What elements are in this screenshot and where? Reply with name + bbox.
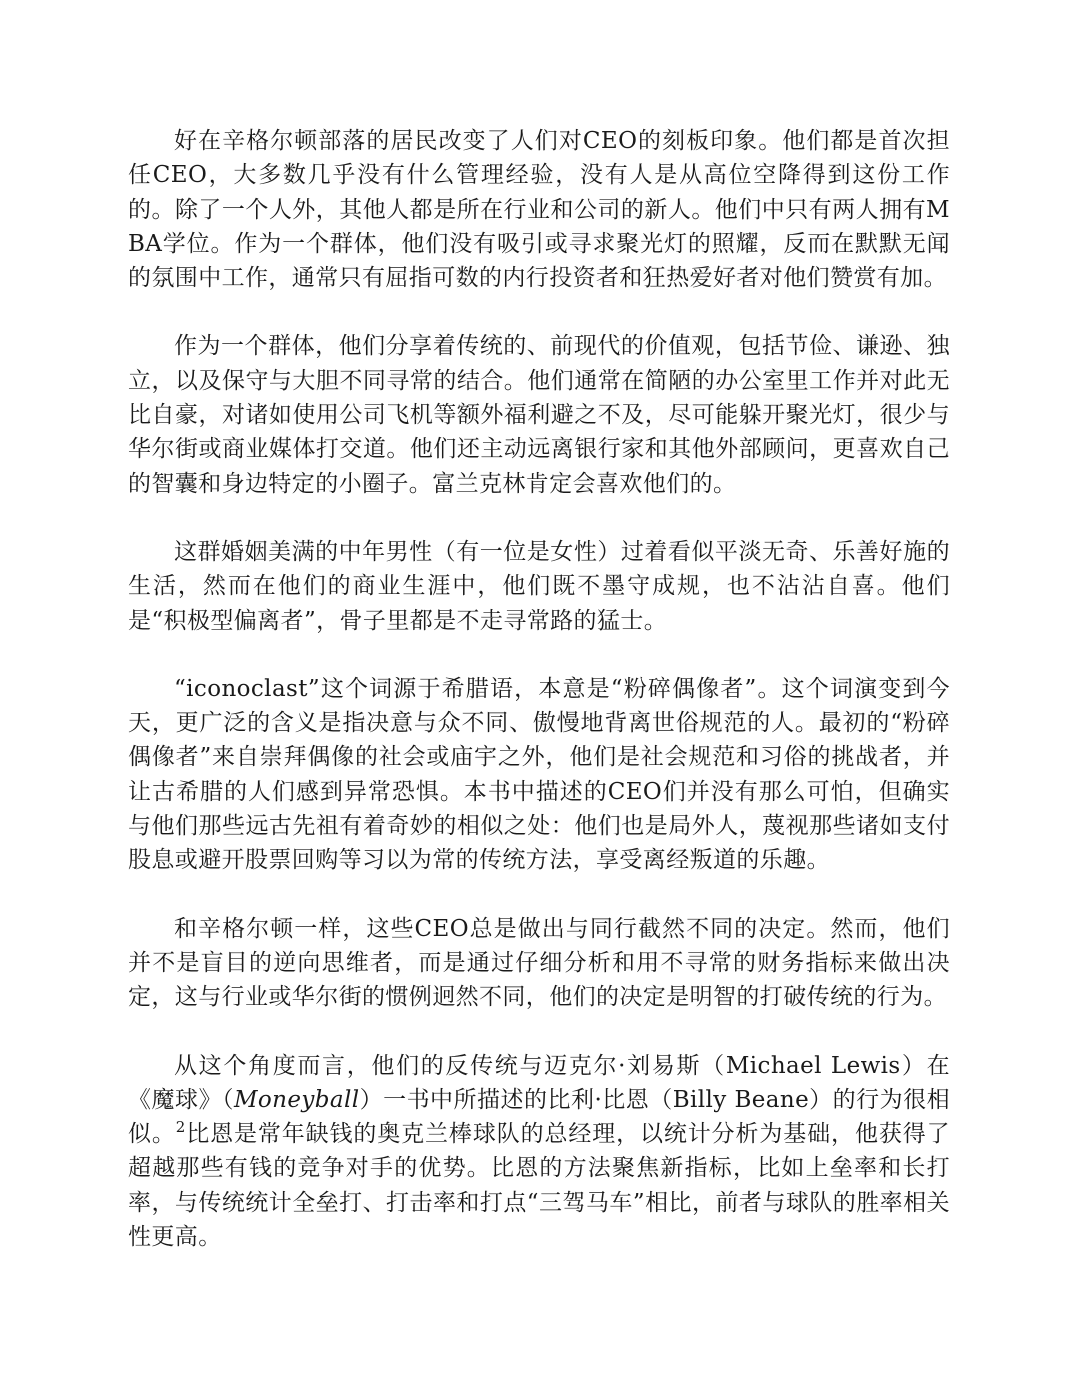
paragraph-5: 和辛格尔顿一样，这些CEO总是做出与同行截然不同的决定。然而，他们并不是盲目的逆向思维者，而是通过仔细分析和用不寻常的财务指标来做出决定，这与行业或华尔街的惯例迥然不同，他们的决定是明智的打破传统的行为。 [128,915,950,1011]
book-title-moneyball: Moneyball [233,1086,360,1113]
paragraph-1: 好在辛格尔顿部落的居民改变了人们对CEO的刻板印象。他们都是首次担任CEO，大多数几乎没有什么管理经验，没有人是从高位空降得到这份工作的。除了一个人外，其他人都是所在行业和公司的新人。他们中只有两人拥有MBA学位。作为一个群体，他们没有吸引或寻求聚光灯的照耀，反而在默默无闻的氛围中工作，通常只有屈指可数的内行投资者和狂热爱好者对他们赞赏有加。 [128,128,950,292]
paragraph-2: 作为一个群体，他们分享着传统的、前现代的价值观，包括节俭、谦逊、独立，以及保守与大胆不同寻常的结合。他们通常在简陋的办公室里工作并对此无比自豪，对诸如使用公司飞机等额外福利避之不及，尽可能躲开聚光灯，很少与华尔街或商业媒体打交道。他们还主动远离银行家和其他外部顾问，更喜欢自己的智囊和身边特定的小圈子。富兰克林肯定会喜欢他们的。 [128,333,950,497]
paragraph-6-part-1: 从这个角度而言，他们的反传统与迈克尔·刘易斯（Michael Lewis）在《魔球》（ [128,1052,950,1113]
paragraph-4: “iconoclast”这个词源于希腊语，本意是“粉碎偶像者”。这个词演变到今天，更广泛的含义是指决意与众不同、傲慢地背离世俗规范的人。最初的“粉碎偶像者”来自崇拜偶像的社会或庙宇之外，他们是社会规范和习俗的挑战者，并让古希腊的人们感到异常恐惧。本书中描述的CEO们并没有那么可怕，但确实与他们那些远古先祖有着奇妙的相似之处：他们也是局外人，蔑视那些诸如支付股息或避开股票回购等习以为常的传统方法，享受离经叛道的乐趣。 [128,675,950,874]
book-page [128,124,950,1254]
paragraph-3: 这群婚姻美满的中年男性（有一位是女性）过着看似平淡无奇、乐善好施的生活，然而在他们的商业生涯中，他们既不墨守成规，也不沾沾自喜。他们是“积极型偏离者”，骨子里都是不走寻常路的猛士。 [128,538,950,634]
footnote-marker[interactable]: 2 [175,1118,186,1137]
paragraph-6-part-2: ）一书中所描述的比利·比恩（Billy Beane）的行为很相似。 [128,1086,951,1148]
paragraph-6-part-3: 比恩是常年缺钱的奥克兰棒球队的总经理，以统计分析为基础，他获得了超越那些有钱的竞争对手的优势。比恩的方法聚焦新指标，比如上垒率和长打率，与传统统计全垒打、打击率和打点“三驾马车”相比，前者与球队的胜率相关性更高。 [128,1121,950,1251]
paragraph-6 [128,1049,950,1255]
